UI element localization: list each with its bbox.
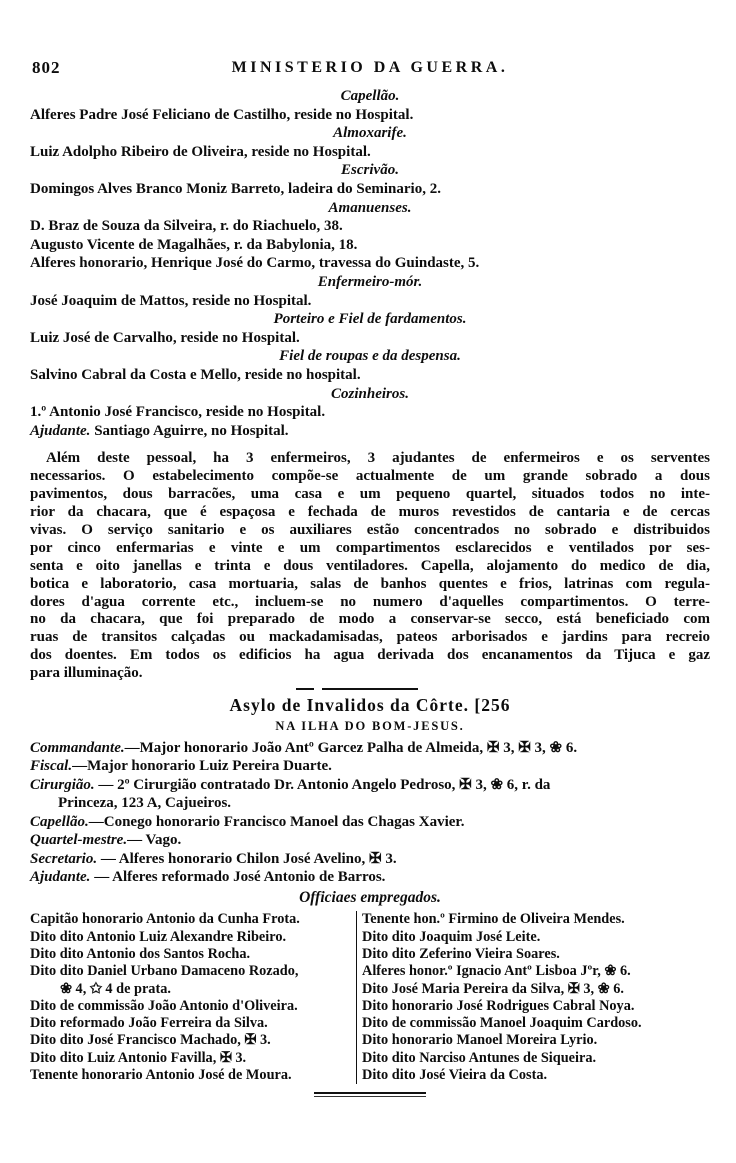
staff-entry: Alferes honorario, Henrique José do Carmo, travessa do Guindaste, 5. <box>30 255 480 272</box>
running-title: MINISTERIO DA GUERRA. <box>231 59 509 76</box>
page-number: 802 <box>32 58 61 77</box>
column-entry: Dito dito José Francisco Machado, ✠ 3. <box>30 1032 271 1049</box>
staff-entry: Luiz José de Carvalho, reside no Hospital. <box>30 329 300 346</box>
staff-entry: D. Braz de Souza da Silveira, r. do Riachuelo, 38. <box>30 218 343 235</box>
paragraph-line: pavimentos, dous barracões, uma casa e um pequeno quartel, situados todos no inte- <box>30 486 710 503</box>
asylo-title <box>30 695 710 716</box>
role-label: Ajudante. <box>30 868 91 885</box>
officer-entry <box>30 813 710 831</box>
section-heading-escrivao: Escrivão. <box>341 162 399 179</box>
section-heading-almoxarife: Almoxarife. <box>333 125 407 142</box>
officer-entry-text: —Major honorario Luiz Pereira Duarte. <box>72 758 332 775</box>
section-heading-enfermeiro-mor: Enfermeiro-mór. <box>317 273 423 290</box>
role-label: Cirurgião. <box>30 776 95 793</box>
officer-entry <box>30 868 710 886</box>
role-label: Secretario. <box>30 850 98 867</box>
asylo-section <box>30 695 710 1097</box>
column-entry: Capitão honorario Antonio da Cunha Frota. <box>30 911 300 928</box>
section-heading-fiel-de-roupas: Fiel de roupas e da despensa. <box>279 348 461 365</box>
column-entry: Dito dito Daniel Urbano Damaceno Rozado, <box>30 963 299 980</box>
column-entry: Dito reformado João Ferreira da Silva. <box>30 1015 268 1032</box>
column-entry: Tenente hon.º Firmino de Oliveira Mendes. <box>362 911 625 928</box>
officers-two-column-list <box>30 911 710 1084</box>
column-entry: Dito dito Zeferino Vieira Soares. <box>362 945 560 962</box>
description-paragraph <box>30 450 710 683</box>
paragraph-line: vivas. O serviço sanitario e os auxiliares estão concentrados no sobrado e distribuidos <box>30 521 710 538</box>
column-entry: Dito dito Luiz Antonio Favilla, ✠ 3. <box>30 1049 247 1066</box>
officiaes-heading: Officiaes empregados. <box>299 889 441 907</box>
role-label: Fiscal. <box>30 758 73 775</box>
role-label: Quartel-mestre. <box>30 832 128 849</box>
column-entry: Dito honorario José Rodrigues Cabral Noya. <box>362 997 635 1014</box>
officer-entry-text: — Vago. <box>127 832 182 849</box>
officer-entry <box>30 776 710 794</box>
paragraph-line: por cinco enfermarias e vinte e um compartimentos esclarecidos e ventilados por ses- <box>30 539 710 556</box>
paragraph-line: botica e laboratorio, casa mortuaria, salas de banhos quentes e frios, latrinas com regula- <box>30 575 710 592</box>
hospital-staff-list <box>30 87 710 440</box>
staff-entry: José Joaquim de Mattos, reside no Hospital. <box>30 292 312 309</box>
staff-entry: 1.º Antonio José Francisco, reside no Hospital. <box>30 404 326 421</box>
officer-entry-text: —Conego honorario Francisco Manoel das Chagas Xavier. <box>88 813 465 830</box>
column-entry: Dito de commissão João Antonio d'Oliveira. <box>30 997 298 1014</box>
column-entry: Dito de commissão Manoel Joaquim Cardoso. <box>362 1015 642 1032</box>
asylo-officers-list <box>30 739 710 886</box>
paragraph-line: para illuminação. <box>30 665 143 682</box>
officer-entry <box>30 739 710 757</box>
officer-entry-text: — 2º Cirurgião contratado Dr. Antonio Angelo Pedroso, ✠ 3, ❀ 6, r. da <box>94 776 551 793</box>
paragraph-line: ruas de transitos calçadas ou mackadamisadas, pateos arborisados e jardins para recreio <box>30 629 710 646</box>
role-label: Commandante. <box>30 740 125 757</box>
column-entry: Tenente honorario Antonio José de Moura. <box>30 1066 292 1083</box>
paragraph-line: Além deste pessoal, ha 3 enfermeiros, 3 ajudantes de enfermeiros e os serventes <box>46 450 710 467</box>
column-entry-continuation: ❀ 4, ✩ 4 de prata. <box>60 980 171 997</box>
staff-entry: Domingos Alves Branco Moniz Barreto, ladeira do Seminario, 2. <box>30 180 441 197</box>
column-entry: Dito dito José Vieira da Costa. <box>362 1066 548 1083</box>
staff-entry: Salvino Cabral da Costa e Mello, reside no hospital. <box>30 366 361 383</box>
officer-entry-continuation: Princeza, 123 A, Cajueiros. <box>58 795 232 812</box>
end-rule <box>314 1092 426 1097</box>
paragraph-line: dores d'agua corrente etc., incluem-se no numero d'aquelles compartimentos. O terre- <box>30 593 710 610</box>
officer-entry-text: — Alferes reformado José Antonio de Barros. <box>90 868 386 885</box>
column-entry: Dito dito Joaquim José Leite. <box>362 928 541 945</box>
asylo-subtitle: NA ILHA DO BOM-JESUS. <box>275 719 465 734</box>
role-label: Capellão. <box>30 813 89 830</box>
left-column <box>30 911 356 1084</box>
paragraph-line: rior da chacara, que é espaçosa e fechada de muros revestidos de cantaria e de cercas <box>30 504 710 520</box>
staff-entry: Augusto Vicente de Magalhães, r. da Babylonia, 18. <box>30 236 358 253</box>
section-heading-amanuenses: Amanuenses. <box>328 199 412 216</box>
officer-entry-text: —Major honorario João Antº Garcez Palha de Almeida, ✠ 3, ✠ 3, ❀ 6. <box>124 740 578 757</box>
column-entry: Dito dito Antonio dos Santos Rocha. <box>30 945 251 962</box>
paragraph-line: senta e oito janellas e trinta e dous ventiladores. Capella, alojamento do medico de dia, <box>30 557 710 574</box>
margin-reference: [256 <box>474 695 511 716</box>
running-head <box>30 56 710 80</box>
officer-entry-text: — Alferes honorario Chilon José Avelino, ✠ 3. <box>97 850 397 867</box>
column-entry: Dito dito Antonio Luiz Alexandre Ribeiro. <box>30 928 287 945</box>
section-heading-porteiro: Porteiro e Fiel de fardamentos. <box>273 311 467 328</box>
column-entry: Dito dito Narciso Antunes de Siqueira. <box>362 1049 597 1066</box>
paragraph-line: no da chacara, que foi preparado de modo a conservar-se secco, está beneficiado com <box>30 611 710 628</box>
section-heading-capellao: Capellão. <box>340 88 400 104</box>
staff-entry-text: Santiago Aguirre, no Hospital. <box>90 422 289 439</box>
officer-entry <box>30 831 710 849</box>
right-column <box>356 911 710 1084</box>
section-heading-cozinheiros: Cozinheiros. <box>331 385 409 402</box>
column-entry: Alferes honor.º Ignacio Antº Lisboa Jºr, ❀ 6. <box>362 963 631 980</box>
role-label: Ajudante. <box>30 422 91 439</box>
officer-entry <box>30 757 710 775</box>
staff-entry-ajudante <box>30 422 710 441</box>
separator-rule <box>322 688 418 690</box>
column-entry: Dito José Maria Pereira da Silva, ✠ 3, ❀ 6. <box>362 980 624 997</box>
officer-entry <box>30 850 710 868</box>
staff-entry: Alferes Padre José Feliciano de Castilho, reside no Hospital. <box>30 106 414 123</box>
column-entry: Dito honorario Manoel Moreira Lyrio. <box>362 1032 598 1049</box>
staff-entry: Luiz Adolpho Ribeiro de Oliveira, reside no Hospital. <box>30 143 371 160</box>
asylo-title-text: Asylo de Invalidos da Côrte. <box>229 695 470 716</box>
paragraph-line: dos doentes. Em todos os edificios ha agua derivada dos encanamentos da Tijuca e gaz <box>30 647 710 664</box>
paragraph-line: necessarios. O estabelecimento compõe-se actualmente de um grande sobrado a dous <box>30 468 710 485</box>
